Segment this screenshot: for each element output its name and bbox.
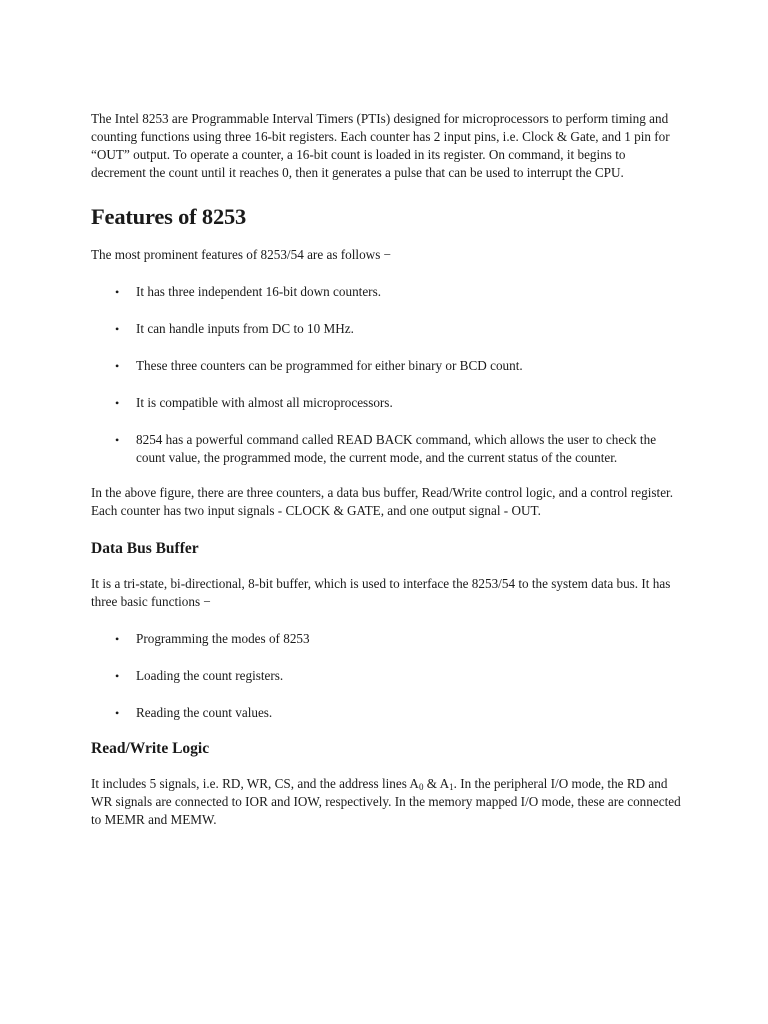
- data-bus-buffer-list: [91, 630, 681, 722]
- data-bus-buffer-heading: Data Bus Buffer: [91, 540, 199, 557]
- intro-paragraph: The Intel 8253 are Programmable Interval Timers (PTIs) designed for microprocessors to perform timing and counting functions using three 16-bit registers. Each counter has 2 input pins, i.e. Clock & Gate, and 1 pin for “OUT” output. To operate a counter, a 16-bit count is loaded in its register. On command, it begins to decrement the count until it reaches 0, then it generates a pulse that can be used to interrupt the CPU.: [91, 111, 670, 180]
- bullet-icon: •: [115, 669, 120, 683]
- bullet-icon: •: [115, 396, 120, 410]
- features-lead: The most prominent features of 8253/54 are as follows −: [91, 247, 392, 262]
- bullet-icon: •: [115, 359, 120, 373]
- list-item: [91, 431, 681, 467]
- list-item: [91, 283, 681, 301]
- features-list: [91, 283, 681, 467]
- rw-text-part2: & A: [423, 776, 450, 791]
- list-item: [91, 320, 681, 338]
- bullet-icon: •: [115, 632, 120, 646]
- list-item-text: Programming the modes of 8253: [136, 631, 310, 646]
- list-item: [91, 630, 681, 648]
- features-heading: Features of 8253: [91, 204, 247, 229]
- list-item-text: These three counters can be programmed for either binary or BCD count.: [136, 358, 523, 373]
- rw-text-part3: . In the peripheral I/O mode, the RD and WR signals are connected to IOR and IOW, respectively. In the memory mapped I/O mode, these are connected to MEMR and MEMW.: [91, 776, 681, 827]
- list-item-text: It has three independent 16-bit down counters.: [136, 284, 381, 299]
- subscript-1: 1: [449, 782, 454, 792]
- list-item-text: It is compatible with almost all microprocessors.: [136, 395, 393, 410]
- bullet-icon: •: [115, 706, 120, 720]
- read-write-logic-paragraph: [91, 775, 681, 829]
- bullet-icon: •: [115, 322, 120, 336]
- subscript-0: 0: [418, 782, 424, 792]
- list-item: [91, 704, 681, 722]
- features-after-paragraph: In the above figure, there are three counters, a data bus buffer, Read/Write control logic, and a control register. Each counter has two input signals - CLOCK & GATE, and one output signal - OUT.: [91, 485, 674, 518]
- list-item-text: 8254 has a powerful command called READ BACK command, which allows the user to check the count value, the programmed mode, the current mode, and the current status of the counter.: [136, 432, 657, 465]
- bullet-icon: •: [115, 285, 120, 299]
- rw-text-part1: It includes 5 signals, i.e. RD, WR, CS, and the address lines A: [91, 776, 419, 791]
- list-item-text: Loading the count registers.: [136, 668, 284, 683]
- bullet-icon: •: [115, 433, 120, 447]
- document-page: [91, 110, 681, 848]
- list-item: [91, 667, 681, 685]
- list-item: [91, 357, 681, 375]
- read-write-logic-heading: Read/Write Logic: [91, 740, 210, 757]
- list-item-text: Reading the count values.: [136, 705, 273, 720]
- list-item-text: It can handle inputs from DC to 10 MHz.: [136, 321, 354, 336]
- list-item: [91, 394, 681, 412]
- data-bus-buffer-lead: It is a tri-state, bi-directional, 8-bit buffer, which is used to interface the 8253/54 to the system data bus. It has three basic functions −: [91, 576, 671, 609]
